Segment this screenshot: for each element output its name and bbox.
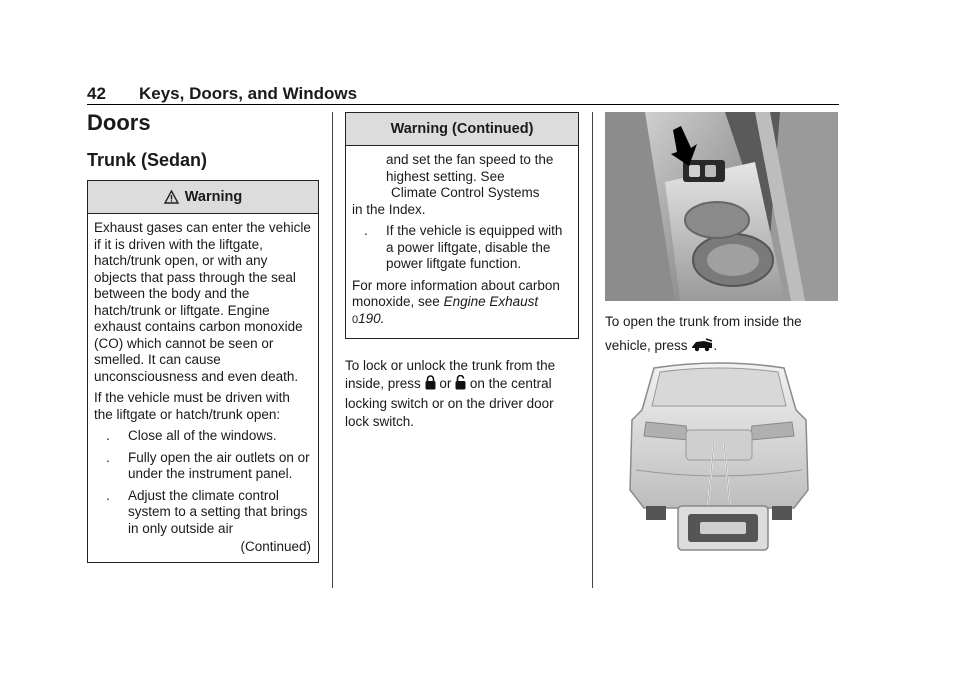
trunk-open-paragraph: To open the trunk from inside the vehicle, press . (605, 310, 839, 360)
console-photo (605, 112, 838, 301)
warning-paragraph-2: If the vehicle must be driven with the liftgate or hatch/trunk open: (94, 390, 290, 422)
column-left (87, 110, 319, 563)
warning-header (88, 181, 318, 214)
continued-label: (Continued) (240, 539, 311, 554)
reference-link[interactable]: Engine Exhaust (443, 294, 539, 309)
warning-box (87, 180, 319, 563)
column-divider-1 (332, 112, 333, 588)
warning-continued-box (345, 112, 579, 339)
column-right (605, 112, 839, 360)
car-rear-illustration (626, 360, 812, 557)
warning-continued-text: and set the fan speed to the highest setting. See Climate Control Systems in the Index. (352, 152, 554, 217)
page-number: 42 (87, 84, 106, 103)
lock-paragraph: To lock or unlock the trunk from the inside, press or on the central locking switch or on the driver door lock switch. (345, 358, 556, 429)
column-middle (345, 112, 579, 431)
warning-triangle-icon (164, 184, 179, 216)
column-divider-2 (592, 112, 593, 588)
unlock-icon (455, 375, 466, 395)
reference-link[interactable]: Climate Control Systems (391, 185, 540, 200)
warning-continued-header: Warning (Continued) (346, 113, 578, 146)
warning-paragraph-1: Exhaust gases can enter the vehicle if it is driven with the liftgate, hatch/trunk open, or with any objects that pass through the seal between the body and the hatch/trunk or liftgate. Engine exhaust contains carbon monoxide (CO) which cannot be seen or smelled. It can cause unconsciousness and even death. (94, 220, 311, 384)
lock-icon (425, 375, 436, 395)
warning-continued-body (346, 146, 578, 338)
page-header (87, 82, 839, 105)
bullet-mark: . (106, 449, 110, 465)
bullet-mark: . (364, 223, 368, 238)
subsection-title: Trunk (Sedan) (87, 150, 208, 170)
warning-body (88, 214, 318, 562)
trunk-release-icon (691, 336, 713, 360)
list-item: . Close all of the windows. (106, 428, 277, 443)
list-item: . If the vehicle is equipped with a power liftgate, disable the power liftgate function. (364, 223, 563, 271)
page-ref-symbol: 0 (352, 313, 359, 326)
list-item: . Fully open the air outlets on or under the instrument panel. (106, 449, 310, 481)
bullet-mark: . (106, 428, 110, 443)
page-title: Doors (87, 110, 151, 135)
bullet-mark: . (106, 487, 110, 503)
section-title: Keys, Doors, and Windows (139, 84, 358, 103)
warning-heading: Warning (184, 189, 243, 205)
page-ref-number: 190 (358, 310, 381, 326)
more-info-text: For more information about carbon monoxide, see Engine Exhaust 0190. (352, 277, 560, 326)
list-item: . Adjust the climate control system to a setting that brings in only outside air (106, 487, 308, 536)
